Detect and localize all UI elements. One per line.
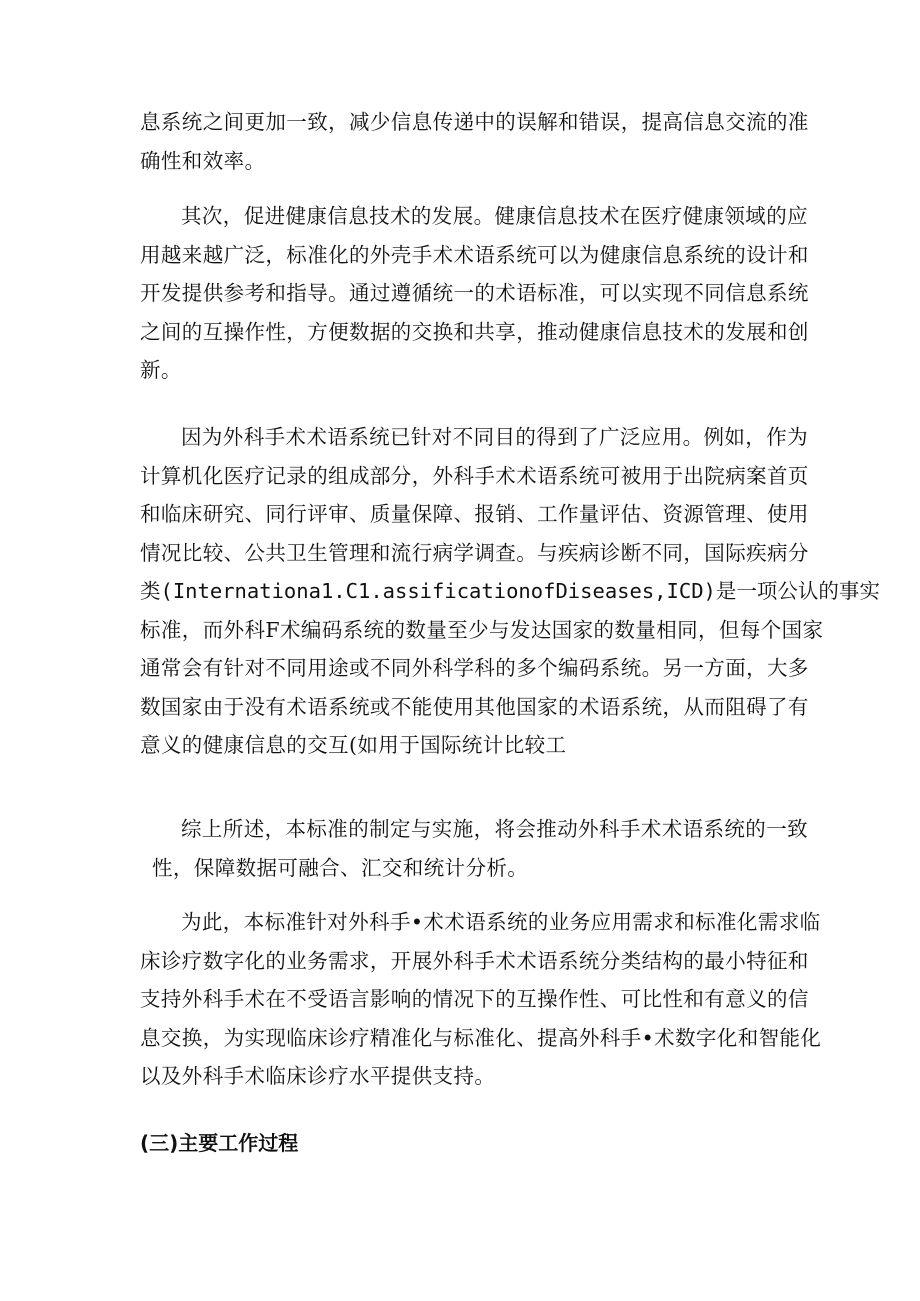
text-line: 和临床研究、同行评审、质量保障、报销、工作量评估、资源管理、使用 bbox=[140, 502, 809, 526]
text-line: 综上所述，本标准的制定与实施，将会推动外科手术术语系统的一致 bbox=[181, 817, 808, 841]
text-line: 性，保障数据可融合、汇交和统计分析。 bbox=[152, 855, 529, 880]
text-line: 床诊疗数字化的业务需求，开展外科手术术语系统分类结构的最小特征和 bbox=[140, 948, 809, 973]
text-line: 支持外科手术在不受语言影响的情况下的互操作性、可比性和有意义的信 bbox=[140, 987, 809, 1011]
text-line: 计算机化医疗记录的组成部分，外科手术术语系统可被用于出院病案首页 bbox=[140, 463, 809, 488]
text-line: 因为外科手术术语系统已针对不同目的得到了广泛应用。例如，作为 bbox=[181, 425, 808, 449]
paragraph-1 bbox=[140, 103, 809, 180]
text-line: 息系统之间更加一致，减少信息传递中的误解和错误，提高信息交流的准 bbox=[140, 110, 809, 134]
text-line: 开发提供参考和指导。通过遵循统一的术语标准，可以实现不同信息系统 bbox=[140, 281, 809, 305]
text-line: 情况比较、公共卫生管理和流行病学调查。与疾病诊断不同，国际疾病分 bbox=[140, 540, 809, 565]
text-line: 数国家由于没有术语系统或不能使用其他国家的术语系统，从而阻碍了有 bbox=[140, 694, 809, 719]
text-line: 之间的互操作性，方便数据的交换和共享，推动健康信息技术的发展和创 bbox=[140, 319, 809, 344]
text-line: 其次，促进健康信息技术的发展。健康信息技术在医疗健康领域的应 bbox=[181, 204, 808, 228]
text-line: 用越来越广泛，标准化的外壳手术术语系统可以为健康信息系统的设计和 bbox=[140, 242, 809, 267]
text-line: 通常会有针对不同用途或不同外科学科的多个编码系统。另一方面，大多 bbox=[140, 656, 809, 680]
text-line: 标准，而外科F术编码系统的数量至少与发达国家的数量相同，但每个国家 bbox=[140, 617, 824, 642]
text-line: 为此，本标准针对外科手•术术语系统的业务应用需求和标准化需求临 bbox=[181, 910, 821, 934]
text-line: 确性和效率。 bbox=[140, 148, 266, 173]
text-line: 意义的健康信息的交互(如用于国际统计比较工 bbox=[140, 733, 567, 757]
text-line: 息交换，为实现临床诊疗精准化与标准化、提高外科手•术数字化和智能化 bbox=[140, 1025, 822, 1050]
paragraph-2 bbox=[140, 197, 809, 390]
paragraph-3 bbox=[140, 418, 880, 765]
text-line: 类(Internationa1.C1.assificationofDiseases,ICD)是一项公认的事实 bbox=[140, 579, 880, 603]
paragraph-4 bbox=[140, 810, 808, 887]
text-line: 以及外科手术临床诊疗水平提供支持。 bbox=[140, 1064, 496, 1088]
text-line: 新。 bbox=[140, 358, 182, 382]
section-heading: (三)主要工作过程 bbox=[140, 1131, 299, 1155]
paragraph-5 bbox=[140, 903, 822, 1096]
